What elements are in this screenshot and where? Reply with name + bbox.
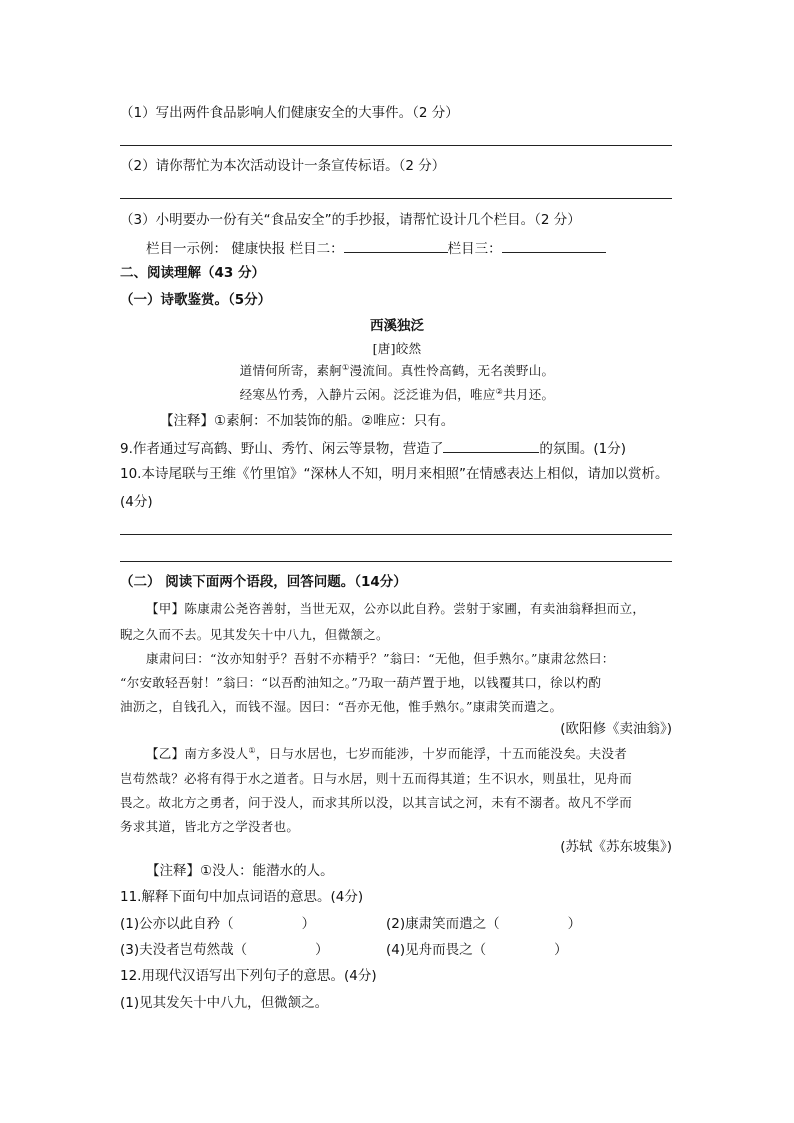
answer-line-2[interactable] [120, 198, 672, 199]
poem-line-1-part-a: 道情何所寄，素舸 [239, 363, 343, 378]
question-11-item-4 [386, 941, 568, 959]
question-9-text-a: 9.作者通过写高鹤、野山、秀竹、闲云等景物，营造了 [120, 441, 444, 457]
question-12: 12.用现代汉语写出下列句子的意思。(4分) [120, 968, 377, 984]
poem-line-1-part-b: 漫流间。真性怜高鹤，无名羡野山。 [349, 363, 555, 378]
passage-yi-line-1-b: ，日与水居也，七岁而能涉，十岁而能浮，十五而能没矣。夫没者 [255, 746, 628, 761]
q11-item-3-close: ） [315, 942, 329, 958]
poem-line-2 [0, 386, 794, 404]
poem-line-2-part-b: 共月还。 [503, 387, 555, 402]
q11-item-4-text: (4)见舟而畏之（ [386, 942, 487, 958]
passage-yi-line-1 [146, 745, 627, 763]
poem-note: 【注释】①素舸：不加装饰的船。②唯应：只有。 [160, 413, 455, 429]
question-11-item-2 [386, 915, 581, 933]
footnote-marker-1: ① [342, 362, 350, 372]
question-11-item-3 [120, 941, 329, 959]
answer-line-10b[interactable] [120, 561, 672, 562]
q11-item-2-text: (2)康肃笑而遣之（ [386, 916, 500, 932]
q11-item-1-text: (1)公亦以此自矜（ [120, 916, 234, 932]
question-11-item-1 [120, 915, 315, 933]
poem-author: [唐]皎然 [372, 341, 422, 356]
question-10-score: (4分) [120, 494, 153, 510]
answer-line-10a[interactable] [120, 534, 672, 535]
q11-item-4-close: ） [554, 942, 568, 958]
poem-line-1 [0, 362, 794, 380]
question-9-text-b: 的氛围。(1分) [539, 441, 627, 457]
passage-jia-line-5: 油沥之，自钱孔入，而钱不湿。因曰：“吾亦无他，惟手熟尔。”康肃笑而遣之。 [120, 699, 563, 714]
q11-item-1-close: ） [301, 916, 316, 932]
question-3-columns [146, 238, 606, 258]
passage-yi-note: 【注释】①没人：能潜水的人。 [146, 863, 334, 879]
q11-item-2-close: ） [567, 916, 582, 932]
passage-yi-line-1-a: 【乙】南方多没人 [146, 746, 249, 761]
section-2-heading: 二、阅读理解（43 分） [120, 265, 265, 281]
column-example-label: 栏目一示例： 健康快报 栏目二： [146, 241, 344, 257]
poem-line-2-part-a: 经寒丛竹秀，入静片云闲。泛泛谁为侣，唯应 [239, 387, 496, 402]
column-two-blank[interactable] [344, 238, 448, 253]
passage-yi-line-4: 务求其道，皆北方之学没者也。 [120, 819, 300, 834]
reading-heading: （二） 阅读下面两个语段，回答问题。（14分） [120, 574, 407, 590]
column-three-label: 栏目三： [447, 241, 502, 257]
question-2: （2）请你帮忙为本次活动设计一条宣传标语。（2 分） [120, 158, 446, 174]
question-10: 10.本诗尾联与王维《竹里馆》“深林人不知，明月来相照”在情感表达上相似，请加以赏析。 [120, 466, 669, 482]
passage-jia-line-1: 【甲】陈康肃公尧咨善射，当世无双，公亦以此自矜。尝射于家圃，有卖油翁释担而立， [146, 601, 646, 616]
passage-jia-line-3: 康肃问曰：“汝亦知射乎？吾射不亦精乎？”翁曰：“无他，但手熟尔。”康肃忿然曰： [146, 651, 615, 666]
column-three-blank[interactable] [502, 238, 606, 253]
question-3: （3）小明要办一份有关“食品安全”的手抄报，请帮忙设计几个栏目。（2 分） [120, 212, 581, 228]
passage-yi-line-3: 畏之。故北方之勇者，问于没人，而求其所以没，以其言试之河，未有不溺者。故凡不学而 [120, 795, 633, 810]
question-11: 11.解释下面句中加点词语的意思。(4分) [120, 889, 364, 905]
question-1: （1）写出两件食品影响人们健康安全的大事件。（2 分） [120, 105, 459, 121]
question-9 [120, 438, 626, 458]
footnote-marker-3: ① [248, 745, 256, 755]
answer-line-1[interactable] [120, 145, 672, 146]
question-9-blank[interactable] [443, 438, 539, 453]
poem-title: 西溪独泛 [370, 318, 424, 334]
q11-item-3-text: (3)夫没者岂苟然哉（ [120, 942, 248, 958]
passage-jia-source: (欧阳修《卖油翁》) [560, 721, 672, 737]
poetry-heading: （一）诗歌鉴赏。（5分） [120, 292, 272, 308]
passage-yi-source: (苏轼《苏东坡集》) [560, 839, 672, 855]
passage-yi-line-2: 岂苟然哉？必将有得于水之道者。日与水居，则十五而得其道；生不识水，则虽壮，见舟而 [120, 771, 633, 786]
passage-jia-line-4: “尔安敢轻吾射！”翁曰：“以吾酌油知之。”乃取一葫芦置于地，以钱覆其口，徐以杓酌 [120, 675, 602, 690]
passage-jia-line-2: 睨之久而不去。见其发矢十中八九，但微颔之。 [120, 627, 389, 642]
footnote-marker-2: ② [495, 386, 504, 396]
question-12-item-1: (1)见其发矢十中八九，但微颔之。 [120, 995, 329, 1011]
